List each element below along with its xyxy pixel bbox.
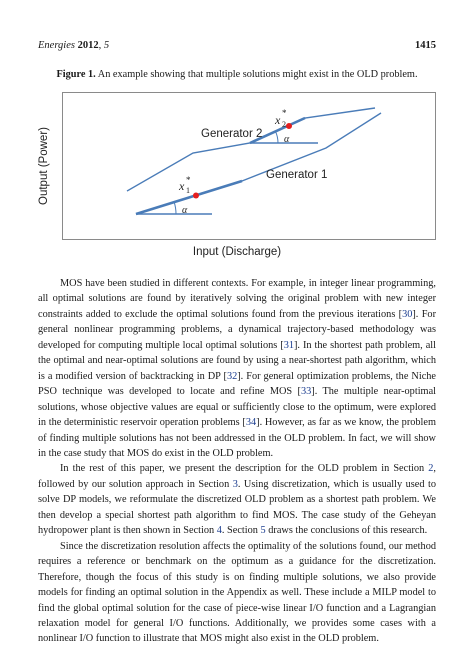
x2-label-sub: 2 [282, 120, 286, 129]
paragraph-text: . Section [221, 525, 261, 537]
reference-link[interactable]: 5 [260, 525, 266, 537]
figure-label: Figure 1. [56, 69, 96, 80]
reference-link[interactable]: 2 [428, 463, 434, 475]
paragraph [38, 461, 436, 538]
x2-label-base: x [275, 113, 281, 127]
paragraph-text: ]. However, as far as we know, the problem of finding multiple solutions has not been addressed in the OLD problem. In fact, we will show in the case study that MOS do exist in the OLD problem. [38, 417, 436, 459]
journal-volume: , 5 [98, 40, 110, 51]
paragraph-text: In the rest of this paper, we present the description for the OLD problem in Section [60, 463, 429, 475]
paragraph-text: ]. In the shortest path problem, all the optimal and near-optimal solutions are found by using a near-shortest path algorithm, which is a modified version of backtracking in DP [ [38, 339, 437, 382]
generator2-curve [127, 108, 375, 191]
x2-label [274, 108, 290, 131]
x1-label-base: x [179, 179, 185, 193]
paragraph-text: ]. For general optimization problems, the Niche PSO technique was developed to locate and refine MOS [ [38, 370, 436, 398]
paragraph [38, 276, 436, 461]
paragraph [38, 539, 436, 647]
reference-link[interactable]: 34 [245, 417, 257, 429]
x2-label-sup: * [282, 108, 287, 118]
reference-link[interactable]: 4 [216, 525, 222, 537]
body-text [38, 276, 436, 647]
figure-diagram [0, 0, 474, 260]
reference-link[interactable]: 30 [402, 308, 413, 320]
journal-name: Energies [38, 40, 75, 51]
generator1-angle-arc [174, 202, 176, 214]
x1-label [178, 175, 194, 197]
paragraph-text: MOS have been studied in different contexts. For example, in integer linear programming, all optimal solutions are found by iteratively solving the original problem with new integer constraints added to exclude the optimal solutions found from the previous iterations [ [38, 278, 436, 320]
paragraph-text: . Using discretization, which is usually used to solve DP models, we reformulate the discretized OLD problem as a shortest path problem. We then develop a special shortest path algorithm to find MOS. The case study of the Geheyan hydropower plant is then shown in Section [38, 478, 436, 537]
figure-caption-text: An example showing that multiple solutions might exist in the OLD problem. [95, 69, 418, 80]
page-number: 1415 [415, 40, 436, 51]
reference-link[interactable]: 33 [300, 386, 312, 398]
x-axis-label: Input (Discharge) [192, 246, 282, 258]
alpha-label-1: α [182, 205, 188, 216]
paragraph-text: draws the conclusions of this research. [265, 525, 428, 537]
x1-label-sup: * [186, 175, 191, 185]
reference-link[interactable]: 32 [226, 370, 238, 382]
journal-year: 2012 [77, 40, 99, 51]
reference-link[interactable]: 31 [283, 339, 294, 351]
x1-label-sub: 1 [186, 186, 190, 195]
reference-link[interactable]: 3 [232, 478, 238, 490]
paragraph-text: ]. For general nonlinear programming problems, a dynamical trajectory-based methodology was developed for computing multiple local optimal solutions [ [38, 308, 436, 351]
paragraph-text: Since the discretization resolution affects the optimality of the solutions found, our method requires a reference or benchmark on the optimum as a guidance for the discretization. Therefore, though the focus of this study is on finding multiple solutions, we also provide models for finding an optimal solution in the Appendix as well. These include a MILP model to find the global optimal solution for the case of piece-wise linear I/O function and a Lagrangian relaxation model for general I/O functions. Additionally, we provides some cases with a nonlinear I/O function to illustrate that MOS might also exist in the OLD problem. [38, 540, 436, 645]
generator2-label: Generator 2 [201, 128, 263, 140]
generator2-angle-arc [276, 131, 279, 143]
generator1-label: Generator 1 [266, 169, 328, 181]
paragraph-text: ]. The multiple near-optimal solutions, whose objective values are equal or sufficiently close to the optimum, were explored in the deterministic reservoir operation problems [ [38, 386, 436, 429]
paragraph-text: , followed by our solution approach in Section [38, 463, 436, 490]
alpha-label-2: α [284, 134, 290, 145]
y-axis-label: Output (Power) [38, 127, 50, 205]
